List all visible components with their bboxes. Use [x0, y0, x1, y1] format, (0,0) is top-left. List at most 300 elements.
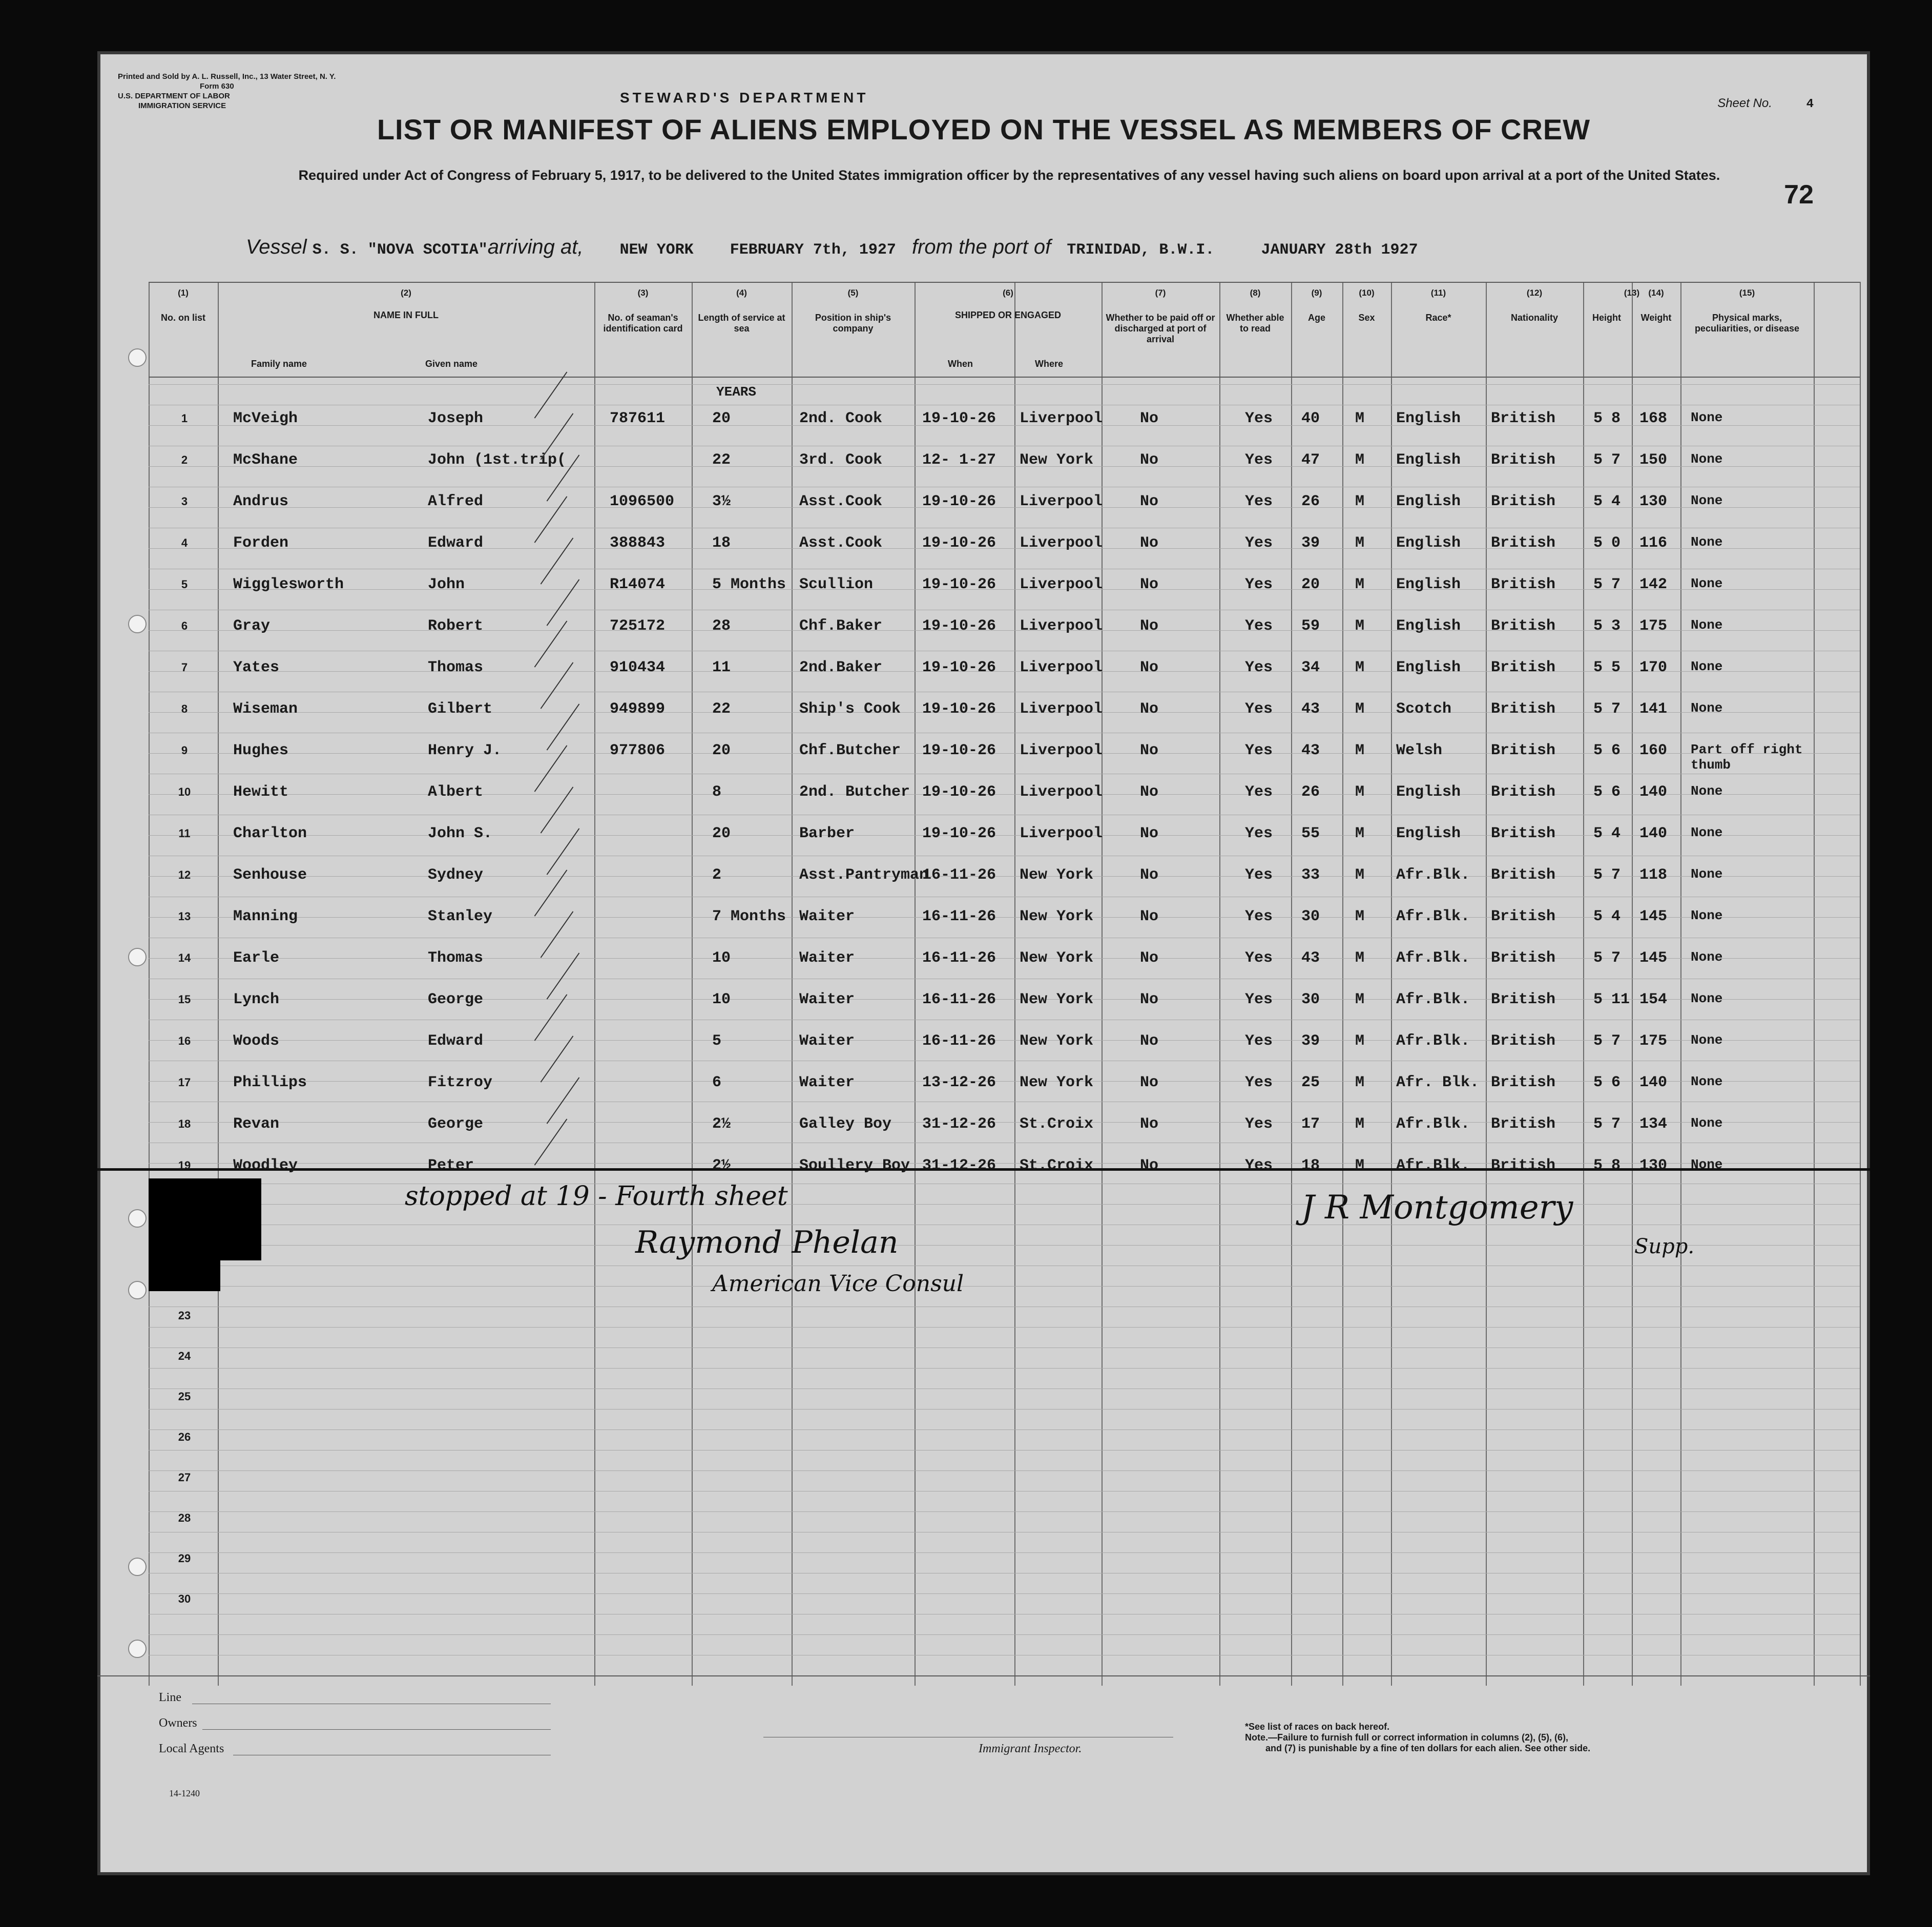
column-number-c13: (13) [1624, 288, 1640, 298]
race: Afr.Blk. [1396, 991, 1470, 1008]
height-feet: 5 [1593, 576, 1603, 593]
table-top-rule [149, 282, 1860, 283]
paid-off: No [1140, 700, 1159, 718]
row-rule [149, 712, 1860, 713]
given-name: John [428, 576, 465, 593]
sheet-value: 4 [1806, 97, 1814, 111]
age: 43 [1301, 742, 1320, 759]
arrival-port: NEW YORK [619, 241, 694, 259]
row-rule [149, 794, 1860, 795]
redaction-block [220, 1178, 261, 1260]
row-rule [149, 1409, 1860, 1410]
weight: 130 [1639, 493, 1668, 510]
row-number: 7 [181, 661, 188, 674]
column-header-c15: Physical marks, peculiarities, or disease [1694, 313, 1800, 334]
column-rule [1219, 282, 1220, 1686]
paid-off: No [1140, 410, 1159, 427]
given-name: Robert [428, 617, 484, 635]
footer-owners-label: Owners [159, 1716, 197, 1730]
weight: 140 [1639, 1074, 1668, 1091]
race: Afr. Blk. [1396, 1074, 1480, 1091]
family-name: Earle [233, 949, 280, 967]
service-length: 5 [712, 1032, 722, 1050]
age: 55 [1301, 825, 1320, 842]
sex: M [1355, 866, 1365, 884]
weight: 170 [1639, 659, 1668, 676]
shipped-when: 19-10-26 [922, 534, 996, 552]
service-length: 10 [712, 991, 731, 1008]
nationality: British [1491, 617, 1556, 635]
row-rule [149, 1122, 1860, 1123]
shipped-when: 31-12-26 [922, 1157, 996, 1174]
footer-agents-label: Local Agents [159, 1742, 224, 1755]
row-number: 12 [178, 868, 191, 881]
height-feet: 5 [1593, 659, 1603, 676]
column-header-c6: SHIPPED OR ENGAGED [954, 310, 1062, 320]
age: 34 [1301, 659, 1320, 676]
paid-off: No [1140, 991, 1159, 1008]
row-rule [149, 1286, 1860, 1287]
service-length: 22 [712, 700, 731, 718]
row-rule [149, 384, 1860, 385]
given-name: George [428, 991, 484, 1008]
years-label: YEARS [716, 384, 757, 400]
position: Asst.Cook [799, 493, 883, 510]
family-name: Yates [233, 659, 280, 676]
seaman-card: R14074 [610, 576, 666, 593]
race: Afr.Blk. [1396, 1115, 1470, 1133]
shipped-where: New York [1020, 991, 1094, 1008]
weight: 145 [1639, 949, 1668, 967]
height-inches: 4 [1611, 825, 1621, 842]
given-name: John S. [428, 825, 493, 842]
physical-marks: None [1691, 1074, 1723, 1089]
sex: M [1355, 451, 1365, 469]
sheet-number [1717, 96, 1814, 111]
height-inches: 7 [1611, 1115, 1621, 1133]
able-to-read: Yes [1245, 1032, 1273, 1050]
race: English [1396, 659, 1461, 676]
row-number: 19 [178, 1159, 191, 1172]
shipped-when: 16-11-26 [922, 1032, 996, 1050]
sex: M [1355, 825, 1365, 842]
sex: M [1355, 1157, 1365, 1174]
shipped-when: 31-12-26 [922, 1115, 996, 1133]
family-name: Forden [233, 534, 289, 552]
paid-off: No [1140, 1032, 1159, 1050]
binder-hole [128, 615, 147, 633]
race: English [1396, 825, 1461, 842]
shipped-where: Liverpool [1020, 783, 1103, 801]
position: Waiter [799, 949, 855, 967]
family-name: Phillips [233, 1074, 307, 1091]
row-number: 15 [178, 993, 191, 1006]
weight: 160 [1639, 742, 1668, 759]
able-to-read: Yes [1245, 1115, 1273, 1133]
able-to-read: Yes [1245, 783, 1273, 801]
position: Waiter [799, 1032, 855, 1050]
height-inches: 11 [1611, 991, 1630, 1008]
family-name: Andrus [233, 493, 289, 510]
height-inches: 3 [1611, 617, 1621, 635]
vessel-name: S. S. "NOVA SCOTIA" [312, 241, 488, 259]
row-number: 14 [178, 951, 191, 964]
row-rule [149, 466, 1860, 467]
height-feet: 5 [1593, 1032, 1603, 1050]
check-mark-icon [547, 952, 580, 999]
blank-row-number: 26 [178, 1431, 191, 1443]
nationality: British [1491, 991, 1556, 1008]
row-rule [149, 589, 1860, 590]
weight: 118 [1639, 866, 1668, 884]
paid-off: No [1140, 866, 1159, 884]
age: 59 [1301, 617, 1320, 635]
arriving-label: arriving at, [487, 236, 584, 258]
column-rule [149, 282, 150, 1686]
sex: M [1355, 1074, 1365, 1091]
column-header-c7: Whether to be paid off or discharged at port of arrival [1106, 313, 1215, 344]
row-number: 3 [181, 495, 188, 508]
row-number: 2 [181, 453, 188, 466]
column-number-c12: (12) [1526, 288, 1543, 298]
shipped-where: Liverpool [1020, 825, 1103, 842]
shipped-where: New York [1020, 451, 1094, 469]
column-number-c11: (11) [1430, 288, 1446, 298]
nationality: British [1491, 410, 1556, 427]
given-name-subheader: Given name [425, 359, 478, 369]
check-mark-icon [541, 537, 574, 584]
position: Scullion [799, 576, 874, 593]
family-name-subheader: Family name [251, 359, 307, 369]
physical-marks: None [1691, 825, 1723, 840]
able-to-read: Yes [1245, 617, 1273, 635]
physical-marks: None [1691, 700, 1723, 716]
shipped-when: 16-11-26 [922, 866, 996, 884]
service-length: 28 [712, 617, 731, 635]
race: English [1396, 617, 1461, 635]
position: 2nd. Cook [799, 410, 883, 427]
form-code: 14-1240 [169, 1788, 200, 1798]
height-feet: 5 [1593, 991, 1603, 1008]
column-rule [1814, 282, 1815, 1686]
height-inches: 7 [1611, 700, 1621, 718]
height-inches: 7 [1611, 866, 1621, 884]
family-name: Gray [233, 617, 271, 635]
check-mark-icon [547, 579, 580, 626]
column-header-c5: Position in ship's company [815, 313, 891, 334]
form-number: Form 630 [200, 82, 234, 91]
column-header-c1: No. on list [161, 313, 205, 323]
master-title: Supp. [1634, 1235, 1695, 1258]
shipped-where: Liverpool [1020, 742, 1103, 759]
weight: 145 [1639, 908, 1668, 925]
age: 17 [1301, 1115, 1320, 1133]
weight: 130 [1639, 1157, 1668, 1174]
row-rule [149, 1511, 1860, 1512]
shipped-where: Liverpool [1020, 410, 1103, 427]
row-number: 9 [181, 744, 188, 757]
shipped-when: 19-10-26 [922, 659, 996, 676]
given-name: Stanley [428, 908, 493, 925]
sex: M [1355, 1032, 1365, 1050]
family-name: Wiseman [233, 700, 298, 718]
row-number: 4 [181, 536, 188, 549]
column-number-c14: (14) [1648, 288, 1664, 298]
page-title: LIST OR MANIFEST OF ALIENS EMPLOYED ON THE VESSEL AS MEMBERS OF CREW [377, 113, 1591, 146]
race: Afr.Blk. [1396, 1032, 1470, 1050]
sex: M [1355, 576, 1365, 593]
service-length: 7 Months [712, 908, 786, 925]
check-mark-icon [534, 371, 568, 418]
nationality: British [1491, 576, 1556, 593]
position: 2nd.Baker [799, 659, 883, 676]
age: 39 [1301, 534, 1320, 552]
requirement-text: Required under Act of Congress of February 5, 1917, to be delivered to the United States immigration officer by the representatives of any vessel having such aliens on board upon arrival at a port of the United States. [298, 168, 1720, 183]
race: Scotch [1396, 700, 1452, 718]
column-header-c8: Whether able to read [1226, 313, 1284, 334]
position: Waiter [799, 908, 855, 925]
sex: M [1355, 410, 1365, 427]
sex: M [1355, 1115, 1365, 1133]
row-number: 13 [178, 910, 191, 923]
paid-off: No [1140, 659, 1159, 676]
position: Ship's Cook [799, 700, 901, 718]
shipped-where: Liverpool [1020, 534, 1103, 552]
position: 3rd. Cook [799, 451, 883, 469]
row-rule [149, 548, 1860, 549]
row-number: 10 [178, 785, 191, 798]
service-name: IMMIGRATION SERVICE [138, 101, 226, 110]
shipped-when: 16-11-26 [922, 991, 996, 1008]
manifest-sheet [97, 51, 1870, 1875]
seaman-card: 1096500 [610, 493, 675, 510]
given-name: Edward [428, 1032, 484, 1050]
paid-off: No [1140, 908, 1159, 925]
age: 33 [1301, 866, 1320, 884]
footnote-races: *See list of races on back hereof. [1245, 1722, 1390, 1732]
consul-signature: Raymond Phelan [635, 1225, 899, 1260]
check-mark-icon [534, 745, 568, 792]
able-to-read: Yes [1245, 659, 1273, 676]
footnote-penalty-2: and (7) is punishable by a fine of ten dollars for each alien. See other side. [1265, 1743, 1591, 1753]
row-number: 5 [181, 578, 188, 591]
column-rule [915, 282, 916, 1686]
paid-off: No [1140, 451, 1159, 469]
row-rule [149, 1368, 1860, 1369]
age: 40 [1301, 410, 1320, 427]
weight: 140 [1639, 783, 1668, 801]
able-to-read: Yes [1245, 1074, 1273, 1091]
service-length: 20 [712, 742, 731, 759]
column-rule [1632, 282, 1633, 1686]
physical-marks: None [1691, 908, 1723, 923]
shipped-where: New York [1020, 866, 1094, 884]
given-name: Joseph [428, 410, 484, 427]
stopped-note: stopped at 19 - Fourth sheet [405, 1181, 788, 1212]
from-label: from the port of [911, 236, 1051, 258]
column-rule [218, 282, 219, 1686]
race: Afr.Blk. [1396, 908, 1470, 925]
age: 43 [1301, 949, 1320, 967]
column-number-c3: (3) [637, 288, 649, 298]
row-rule [149, 835, 1860, 836]
height-feet: 5 [1593, 783, 1603, 801]
race: Afr.Blk. [1396, 949, 1470, 967]
height-inches: 6 [1611, 783, 1621, 801]
sex: M [1355, 493, 1365, 510]
shipped-where: New York [1020, 1074, 1094, 1091]
position: Chf.Butcher [799, 742, 901, 759]
weight: 175 [1639, 617, 1668, 635]
row-number: 8 [181, 702, 188, 715]
sex: M [1355, 534, 1365, 552]
shipped-when: 19-10-26 [922, 410, 996, 427]
check-mark-icon [534, 620, 568, 667]
able-to-read: Yes [1245, 866, 1273, 884]
column-number-c2: (2) [401, 288, 411, 298]
nationality: British [1491, 659, 1556, 676]
seaman-card: 787611 [610, 410, 666, 427]
weight: 141 [1639, 700, 1668, 718]
race: English [1396, 493, 1461, 510]
height-inches: 7 [1611, 949, 1621, 967]
able-to-read: Yes [1245, 991, 1273, 1008]
physical-marks: None [1691, 783, 1723, 799]
check-mark-icon [541, 911, 574, 958]
height-inches: 8 [1611, 410, 1621, 427]
physical-marks: None [1691, 493, 1723, 508]
shipped-when: 19-10-26 [922, 700, 996, 718]
footer-line-label: Line [159, 1691, 181, 1704]
column-number-c10: (10) [1359, 288, 1375, 298]
header-bottom-rule [149, 377, 1860, 378]
check-mark-icon [547, 1077, 580, 1124]
weight: 168 [1639, 410, 1668, 427]
shipped-where: St.Croix [1020, 1157, 1094, 1174]
height-feet: 5 [1593, 908, 1603, 925]
row-rule [149, 630, 1860, 631]
blank-row-number: 25 [178, 1390, 191, 1403]
physical-marks: None [1691, 451, 1723, 467]
height-feet: 5 [1593, 949, 1603, 967]
column-rule [1014, 282, 1015, 1686]
physical-marks: None [1691, 949, 1723, 965]
nationality: British [1491, 451, 1556, 469]
column-rule [1342, 282, 1343, 1686]
seaman-card: 910434 [610, 659, 666, 676]
able-to-read: Yes [1245, 576, 1273, 593]
binder-hole [128, 948, 147, 966]
departure-port: TRINIDAD, B.W.I. [1067, 241, 1215, 259]
race: English [1396, 451, 1461, 469]
shipped-when: 19-10-26 [922, 576, 996, 593]
service-length: 18 [712, 534, 731, 552]
family-name: Revan [233, 1115, 280, 1133]
paid-off: No [1140, 1115, 1159, 1133]
column-rule [1583, 282, 1584, 1686]
service-length: 2 [712, 866, 722, 884]
check-mark-icon [534, 496, 568, 543]
footnote-penalty-1: Note.—Failure to furnish full or correct information in columns (2), (5), (6), [1245, 1732, 1569, 1743]
column-header-c9: Age [1307, 313, 1325, 323]
service-length: 8 [712, 783, 722, 801]
shipped-when: 16-11-26 [922, 908, 996, 925]
height-feet: 5 [1593, 1115, 1603, 1133]
shipped-when: 19-10-26 [922, 783, 996, 801]
height-feet: 5 [1593, 742, 1603, 759]
shipped-when: 13-12-26 [922, 1074, 996, 1091]
row-rule [149, 1470, 1860, 1471]
paid-off: No [1140, 617, 1159, 635]
column-rule [1102, 282, 1103, 1686]
physical-marks: None [1691, 410, 1723, 425]
position: Chf.Baker [799, 617, 883, 635]
nationality: British [1491, 493, 1556, 510]
nationality: British [1491, 1157, 1556, 1174]
row-rule [149, 958, 1860, 959]
age: 18 [1301, 1157, 1320, 1174]
paid-off: No [1140, 783, 1159, 801]
column-header-c12: Nationality [1510, 313, 1558, 323]
position: Galley Boy [799, 1115, 892, 1133]
age: 25 [1301, 1074, 1320, 1091]
column-number-c9: (9) [1311, 288, 1322, 298]
seaman-card: 949899 [610, 700, 666, 718]
age: 26 [1301, 493, 1320, 510]
printer-imprint [118, 72, 336, 111]
agency-name: U.S. DEPARTMENT OF LABOR [118, 92, 230, 100]
column-header-c13: Height [1592, 313, 1621, 323]
shipped-when: 19-10-26 [922, 617, 996, 635]
seaman-card: 388843 [610, 534, 666, 552]
row-rule [149, 507, 1860, 508]
physical-marks: Part off right thumb [1691, 742, 1803, 773]
given-name: Fitzroy [428, 1074, 493, 1091]
column-rule [1486, 282, 1487, 1686]
paid-off: No [1140, 493, 1159, 510]
column-rule [792, 282, 793, 1686]
height-feet: 5 [1593, 1157, 1603, 1174]
sex: M [1355, 659, 1365, 676]
position: Soullery Boy [799, 1157, 910, 1174]
nationality: British [1491, 866, 1556, 884]
shipped-where: New York [1020, 1032, 1094, 1050]
nationality: British [1491, 783, 1556, 801]
column-header-c4: Length of service at sea [698, 313, 785, 334]
able-to-read: Yes [1245, 949, 1273, 967]
height-inches: 4 [1611, 908, 1621, 925]
nationality: British [1491, 949, 1556, 967]
sheet-label: Sheet No. [1717, 96, 1772, 110]
column-rule [1291, 282, 1292, 1686]
able-to-read: Yes [1245, 410, 1273, 427]
paid-off: No [1140, 742, 1159, 759]
nationality: British [1491, 700, 1556, 718]
height-feet: 5 [1593, 410, 1603, 427]
check-mark-icon [541, 662, 574, 709]
where-subheader: Where [1035, 359, 1064, 369]
column-header-c11: Race* [1425, 313, 1451, 323]
height-feet: 5 [1593, 866, 1603, 884]
family-name: Lynch [233, 991, 280, 1008]
physical-marks: None [1691, 1157, 1723, 1172]
column-header-c3: No. of seaman's identification card [603, 313, 683, 334]
row-rule [149, 1245, 1860, 1246]
given-name: John (1st.trip( [428, 451, 567, 469]
able-to-read: Yes [1245, 700, 1273, 718]
department-heading: STEWARD'S DEPARTMENT [620, 90, 869, 106]
sex: M [1355, 742, 1365, 759]
